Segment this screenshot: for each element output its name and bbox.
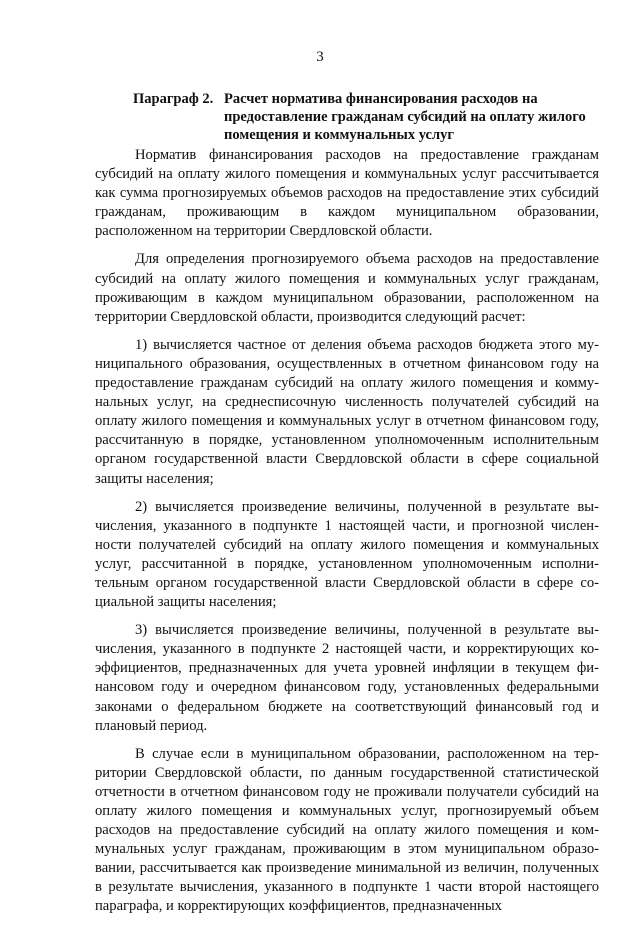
section-heading: [133, 90, 603, 144]
paragraph-calculation-lead: Для определения прогнозируемого объема расходов на предоставление субсидий на оплату жилого помещения и коммунальных услуг гражданам, проживающим в каждом муниципальном образовании, расположенном на территории Свердловской области, производится следующий расчет:: [95, 251, 599, 325]
page-number: 3: [316, 49, 324, 65]
paragraph-intro: Норматив финансирования расходов на предоставление гражданам субсидий на оплату жилого помещения и коммунальных услуг рассчитывается как сумма прогнозируемых объемов расходов на предоставление этих субсидий гражданам, проживающим в каждом муниципальном образовании, расположенном на территории Свердловской области.: [95, 147, 599, 240]
paragraph-step-2: 2) вычисляется произведение величины, полученной в результате вычисления, указанного в подпункте 1 настоящей части, и прогнозной численности получателей субсидий на оплату жилого помещения и коммунальных услуг, рассчитанной в порядке, установленном уполномоченным исполнительным органом государственной власти Свердловской области в сфере социальной защиты населения;: [95, 498, 599, 611]
body-text: [95, 146, 599, 926]
paragraph-step-3: 3) вычисляется произведение величины, полученной в результате вычисления, указанного в подпункте 2 настоящей части, и корректирующих коэффициентов, предназначенных для учета уровней инфляции в текущем финансовом году и очередном финансовом году, установленных федеральными законами о федеральном бюджете на соответствующий финансовый год и плановый период.: [95, 622, 599, 734]
section-heading-label: Параграф 2.: [133, 91, 214, 107]
section-heading-title: Расчет норматива финансирования расходов на предоставление гражданам субсидий на оплату жилого помещения и коммунальных услуг: [224, 91, 586, 143]
paragraph-exception: В случае если в муниципальном образовании, расположенном на территории Свердловской области, по данным государственной статистической отчетности в отчетном финансовом году не проживали получатели субсидий на оплату жилого помещения и коммунальных услуг, прогнозируемый объем расходов на предоставление субсидий на оплату жилого помещения и коммунальных услуг гражданам, проживающим в этом муниципальном образовании, рассчитывается как произведение минимальной из величин, полученных в результате вычисления, указанного в подпункте 1 части второй настоящего параграфа, и корректирующих коэффициентов, предназначенных: [95, 745, 599, 915]
paragraph-step-1: 1) вычисляется частное от деления объема расходов бюджета этого муниципального образования, осуществленных в отчетном финансовом году на предоставление гражданам субсидий на оплату жилого помещения и коммунальных услуг, на среднесписочную численность получателей субсидий на оплату жилого помещения и коммунальных услуг в отчетном финансовом году, рассчитанную в порядке, установленном уполномоченным исполнительным органом государственной власти Свердловской области в сфере социальной защиты населения;: [95, 336, 599, 487]
